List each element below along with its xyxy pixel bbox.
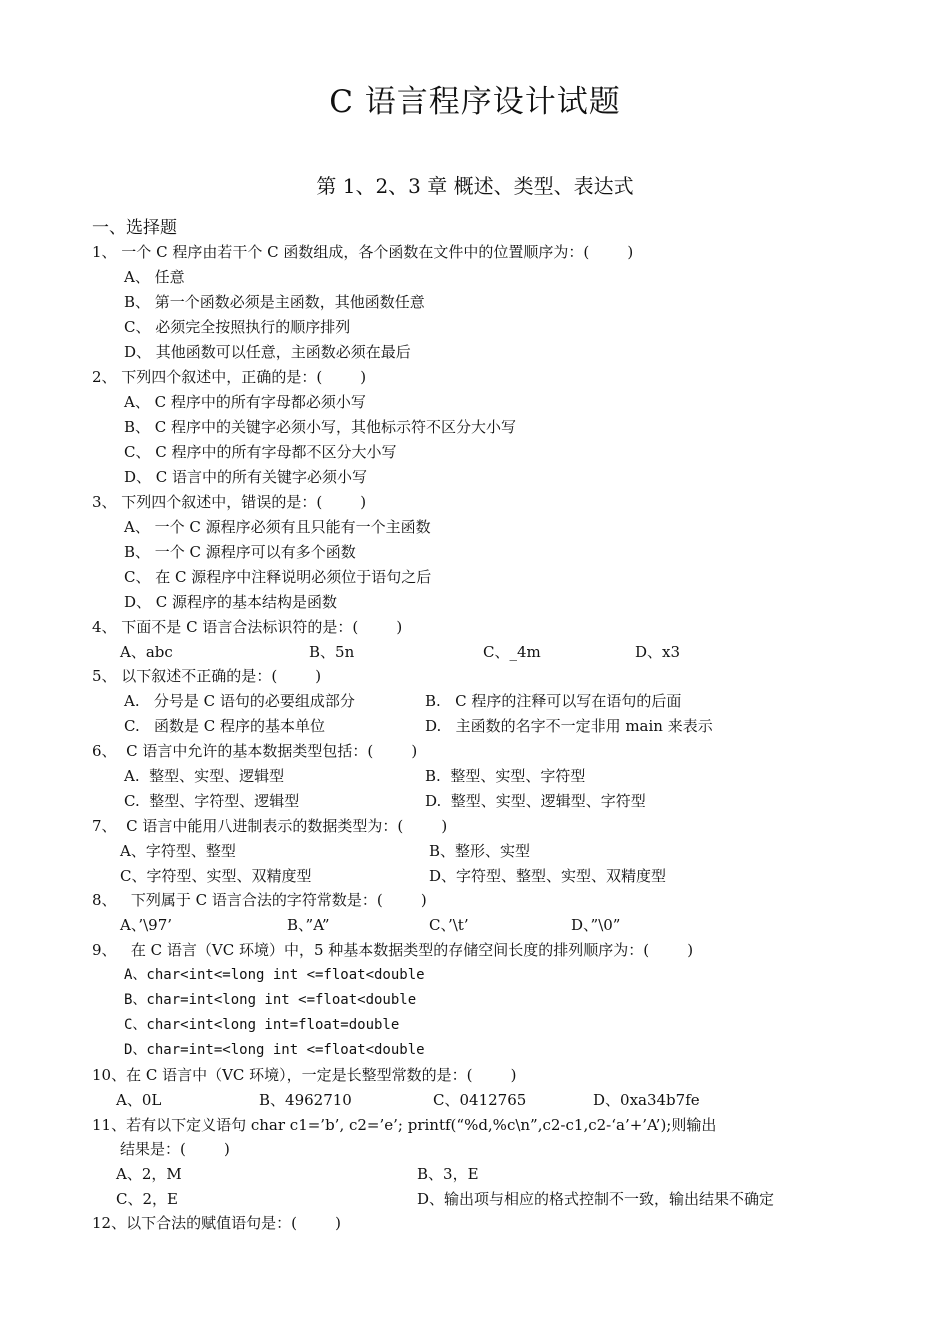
question-stem: 7、 C 语言中能用八进制表示的数据类型为：( ) [92,817,448,835]
option: B、 C 程序中的关键字必须小写，其他标示符不区分大小写 [124,418,517,436]
page-title: C 语言程序设计试题 [329,84,621,120]
option: D、char=int=<long int <=float<double [124,1042,425,1058]
option: B. 整型、实型、字符型 [425,767,586,785]
question-stem: 11、若有以下定义语句 char c1=’b’, c2=’e’; printf(“%d,%c\n”,c2-c1,c2-‘a’+’A’);则输出 [92,1116,717,1134]
option: D、x3 [635,643,681,661]
option: B、整形、实型 [429,842,531,860]
question-stem: 12、以下合法的赋值语句是：( ) [92,1214,341,1232]
option: C、char<int<long int=float=double [124,1017,400,1033]
option: A、’\97’ [120,916,173,934]
option: B、3，E [417,1165,479,1183]
question-stem: 8、 下列属于 C 语言合法的字符常数是：( ) [92,891,427,909]
option: D、 C 语言中的所有关键字必须小写 [124,468,368,486]
option: D、输出项与相应的格式控制不一致，输出结果不确定 [417,1190,775,1208]
option: D、”\0” [571,916,621,934]
question-stem: 9、 在 C 语言（VC 环境）中，5 种基本数据类型的存储空间长度的排列顺序为：( ) [92,941,694,959]
option: A、 任意 [124,268,185,286]
option: B、char=int<long int <=float<double [124,992,417,1008]
option: C、2，E [116,1190,178,1208]
option: B. C 程序的注释可以写在语句的后面 [425,692,682,710]
option: A、 一个 C 源程序必须有且只能有一个主函数 [124,518,431,536]
option: A、char<int<=long int <=float<double [124,967,425,983]
option: A、2，M [116,1165,182,1183]
option: A、字符型、整型 [120,842,236,860]
question-stem: 10、在 C 语言中（VC 环境），一定是长整型常数的是：( ) [92,1066,517,1084]
option: D、0xa34b7fe [593,1091,700,1109]
option: C、字符型、实型、双精度型 [120,867,312,885]
chapter-heading: 第 1、2、3 章 概述、类型、表达式 [316,174,634,198]
option: A、 C 程序中的所有字母都必须小写 [124,393,366,411]
option: C、0412765 [433,1091,527,1109]
option: D、 C 源程序的基本结构是函数 [124,593,338,611]
question-stem: 3、 下列四个叙述中，错误的是：( ) [92,493,367,511]
option: B、5n [309,643,355,661]
option: C. 整型、字符型、逻辑型 [124,792,300,810]
option: D、字符型、整型、实型、双精度型 [429,867,667,885]
option: B、 一个 C 源程序可以有多个函数 [124,543,356,561]
option: C、’\t’ [429,916,469,934]
option: C. 函数是 C 程序的基本单位 [124,717,326,735]
option: C、 C 程序中的所有字母都不区分大小写 [124,443,397,461]
question-stem: 2、 下列四个叙述中，正确的是：( ) [92,368,367,386]
question-stem: 6、 C 语言中允许的基本数据类型包括：( ) [92,742,418,760]
question-stem: 5、 以下叙述不正确的是：( ) [92,667,322,685]
option: D. 整型、实型、逻辑型、字符型 [425,792,646,810]
question-stem: 1、 一个 C 程序由若干个 C 函数组成，各个函数在文件中的位置顺序为：( ) [92,243,634,261]
option: C、 必须完全按照执行的顺序排列 [124,318,351,336]
option: D. 主函数的名字不一定非用 main 来表示 [425,717,713,735]
question-stem-continued: 结果是：( ) [120,1140,230,1158]
option: B、”A” [287,916,330,934]
option: A. 分号是 C 语句的必要组成部分 [124,692,355,710]
option: A、0L [116,1091,162,1109]
section-heading: 一、选择题 [92,218,177,238]
option: A、abc [120,643,173,661]
option: A. 整型、实型、逻辑型 [124,767,285,785]
option: C、 在 C 源程序中注释说明必须位于语句之后 [124,568,432,586]
option: C、_4m [483,643,541,661]
question-stem: 4、 下面不是 C 语言合法标识符的是：( ) [92,618,403,636]
option: B、4962710 [259,1091,352,1109]
option: D、 其他函数可以任意，主函数必须在最后 [124,343,411,361]
option: B、 第一个函数必须是主函数，其他函数任意 [124,293,425,311]
